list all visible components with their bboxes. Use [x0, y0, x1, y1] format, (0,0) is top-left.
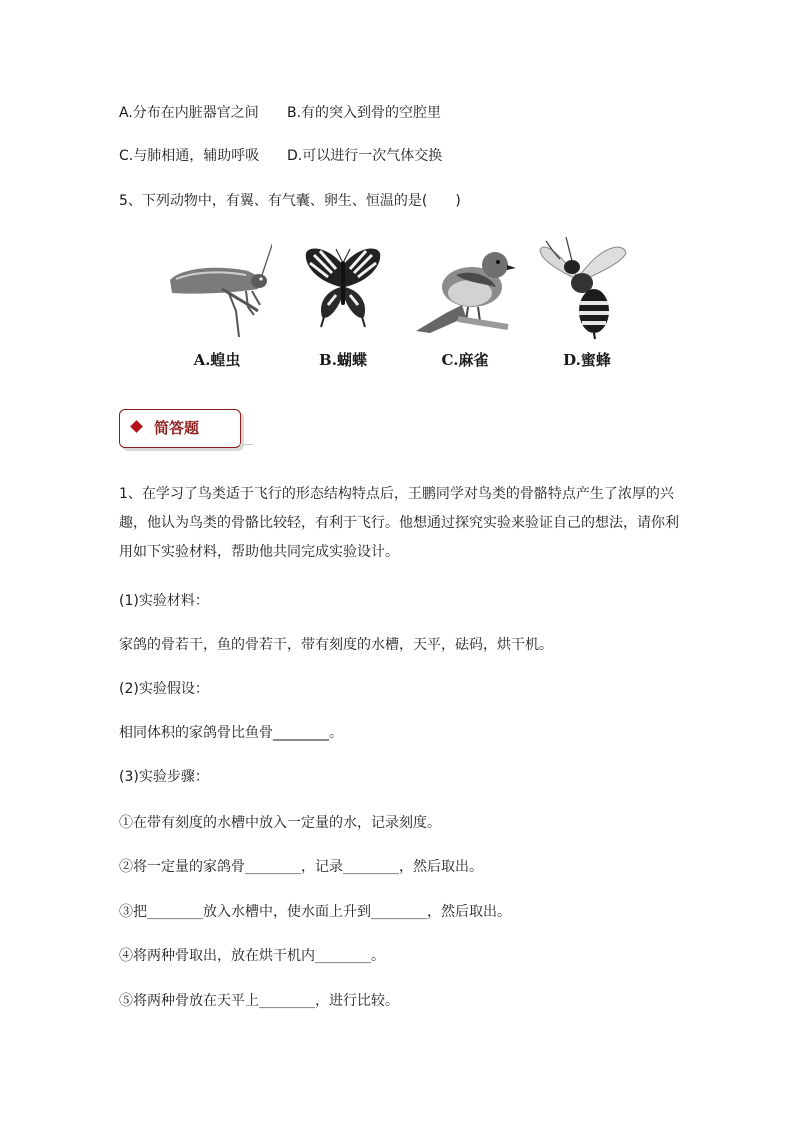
q4-option-c: C.与肺相通，辅助呼吸 — [119, 148, 260, 164]
bee-icon — [532, 235, 642, 340]
sa1-materials: 家鸽的骨若干，鱼的骨若干，带有刻度的水槽，天平，砝码，烘干机。 — [119, 637, 553, 653]
sa1-step-5: ⑤将两种骨放在天平上________，进行比较。 — [119, 993, 399, 1009]
grasshopper-icon — [162, 235, 272, 340]
q4-options-row-1 — [119, 103, 441, 123]
sa1-step-2: ②将一定量的家鸽骨________，记录________，然后取出。 — [119, 859, 483, 875]
sa1-step-3: ③把________放入水槽中，使水面上升到________，然后取出。 — [119, 904, 511, 920]
section-header — [119, 409, 241, 448]
choice-c-label: C.麻雀 — [441, 351, 489, 369]
sa1-steps-title: (3)实验步骤： — [119, 769, 209, 785]
choice-d-figure — [532, 235, 642, 370]
choice-a-label: A.蝗虫 — [193, 351, 241, 369]
q5-figures — [160, 235, 630, 370]
q5-stem: 5、下列动物中，有翼、有气囊、卵生、恒温的是( ) — [119, 193, 461, 209]
choice-d-label: D.蜜蜂 — [563, 351, 611, 369]
butterfly-icon — [288, 235, 398, 340]
sa1-hypothesis-title: (2)实验假设： — [119, 681, 209, 697]
sa1-hypothesis: 相同体积的家鸽骨比鱼骨________。 — [119, 725, 343, 741]
sparrow-icon — [410, 235, 520, 340]
choice-b-figure — [288, 235, 398, 370]
q4-option-a: A.分布在内脏器官之间 — [119, 105, 259, 121]
sa1-materials-title: (1)实验材料： — [119, 593, 209, 609]
q4-option-d: D.可以进行一次气体交换 — [287, 148, 443, 164]
sa1-stem: 1、在学习了鸟类适于飞行的形态结构特点后，王鹏同学对鸟类的骨骼特点产生了浓厚的兴趣，他认为鸟类的骨骼比较轻，有利于飞行。他想通过探究实验来验证自己的想法，请你利用如下实验材料，帮助他共同完成实验设计。 — [119, 486, 679, 560]
choice-a-figure — [162, 235, 272, 370]
diamond-icon — [130, 420, 143, 433]
q4-option-b: B.有的突入到骨的空腔里 — [287, 105, 442, 121]
section-title: 简答题 — [154, 419, 200, 437]
choice-b-label: B.蝴蝶 — [319, 351, 367, 369]
sa1-step-4: ④将两种骨取出，放在烘干机内________。 — [119, 948, 385, 964]
section-divider — [239, 444, 253, 445]
sa1-step-1: ①在带有刻度的水槽中放入一定量的水，记录刻度。 — [119, 815, 441, 831]
q4-options-row-2 — [119, 146, 442, 166]
choice-c-figure — [410, 235, 520, 370]
